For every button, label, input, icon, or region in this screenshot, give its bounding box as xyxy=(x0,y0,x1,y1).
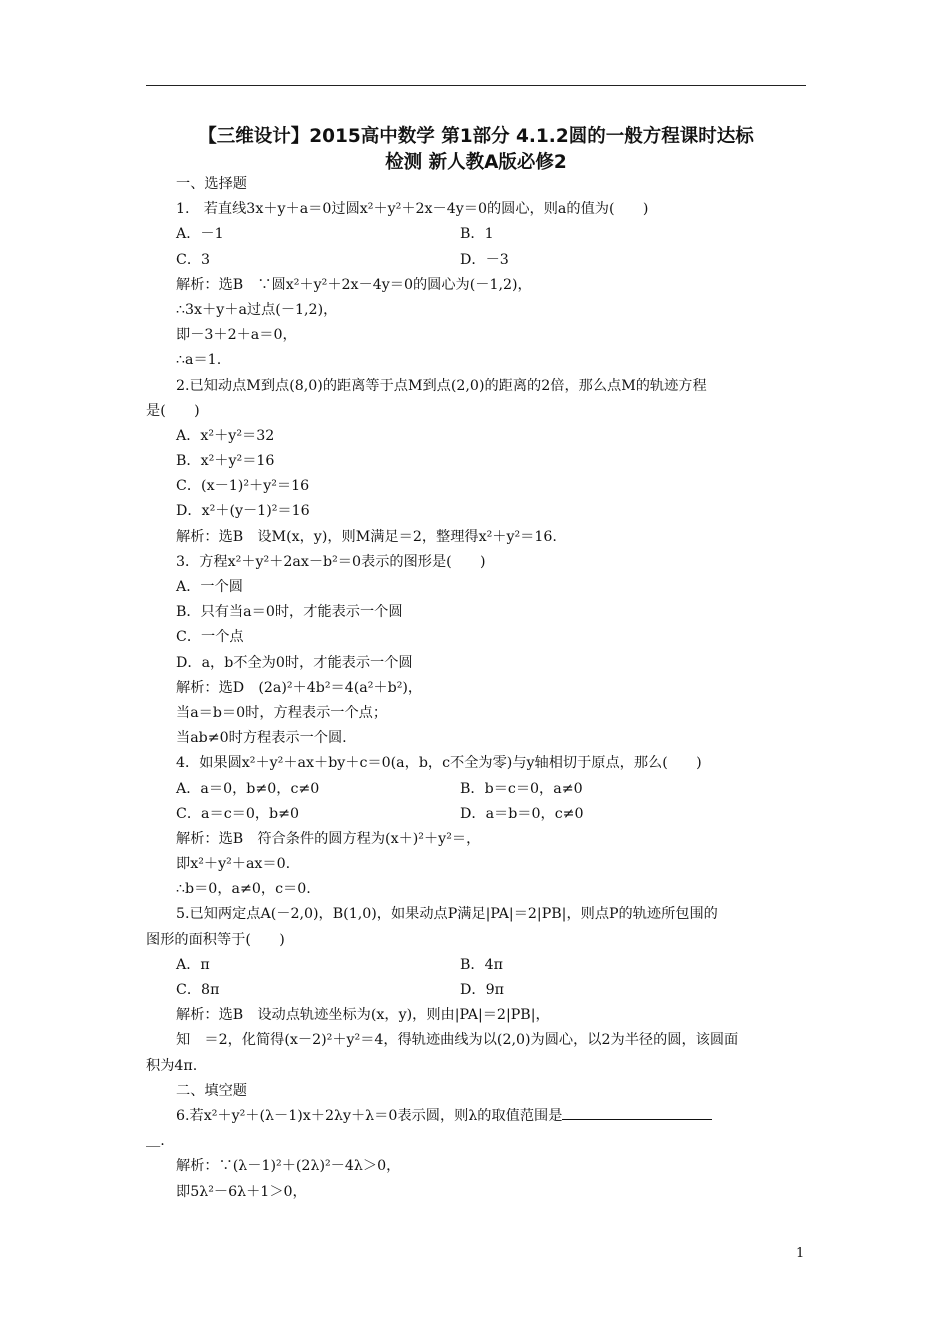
answer-blank xyxy=(562,1105,712,1120)
option-c: C．一个点 xyxy=(176,629,244,646)
question-1-options-row-1 xyxy=(146,222,808,247)
solution-line: 积为4π. xyxy=(146,1057,198,1074)
option-b: B．x²＋y²＝16 xyxy=(176,453,275,470)
solution-line: 即5λ²－6λ＋1＞0， xyxy=(176,1183,307,1200)
solution-line: 解析：选D (2a)²＋4b²＝4(a²＋b²)， xyxy=(176,679,423,696)
option-b: B．b＝c＝0，a≠0 xyxy=(460,780,583,797)
title-line-1: 【三维设计】2015高中数学 第1部分 4.1.2圆的一般方程课时达标 xyxy=(198,126,754,147)
option-d: D．x²＋(y－1)²＝16 xyxy=(176,503,310,520)
solution-line: 即－3＋2＋a＝0， xyxy=(176,327,297,344)
solution-line: 解析：选B 符合条件的圆方程为(x＋)²＋y²＝， xyxy=(176,830,481,847)
option-a: A．x²＋y²＝32 xyxy=(176,427,275,444)
option-d: D．9π xyxy=(460,982,504,998)
question-4-options-row-1 xyxy=(146,777,808,802)
question-1: 1. 若直线3x＋y＋a＝0过圆x²＋y²＋2x－4y＝0的圆心，则a的值为( ) xyxy=(176,201,649,218)
header-rule xyxy=(146,85,806,86)
option-d: D．a，b不全为0时，才能表示一个圆 xyxy=(176,654,413,671)
option-a: A．π xyxy=(176,956,210,973)
option-b: B．1 xyxy=(460,226,494,243)
solution-line: ∴a＝1. xyxy=(176,352,222,369)
option-c: C．(x－1)²＋y²＝16 xyxy=(176,478,310,495)
question-2: 2.已知动点M到点(8,0)的距离等于点M到点(2,0)的距离的2倍，那么点M的轨迹方程 xyxy=(176,377,707,394)
question-1-options-row-2 xyxy=(146,248,808,273)
solution-line: 即x²＋y²＋ax＝0. xyxy=(176,856,291,873)
question-4: 4．如果圆x²＋y²＋ax＋by＋c＝0(a，b，c不全为零)与y轴相切于原点，那么( ) xyxy=(176,755,702,772)
question-6-continued: ＿. xyxy=(146,1133,165,1150)
question-5-continued: 图形的面积等于( ) xyxy=(146,931,285,948)
title-line-2: 检测 新人教A版必修2 xyxy=(385,152,567,173)
option-d: D．－3 xyxy=(460,251,509,268)
option-a: A．－1 xyxy=(176,226,224,243)
page-number: 1 xyxy=(796,1246,805,1261)
solution-line: 解析：选B 设动点轨迹坐标为(x，y)，则由|PA|＝2|PB|， xyxy=(176,1007,550,1024)
solution-line: ∴b＝0，a≠0，c＝0. xyxy=(176,881,311,898)
option-b: B．只有当a＝0时，才能表示一个圆 xyxy=(176,604,403,621)
question-2-continued: 是( ) xyxy=(146,402,200,419)
question-4-options-row-2 xyxy=(146,802,808,827)
solution-line: 解析：选B 设M(x，y)，则M满足＝2，整理得x²＋y²＝16. xyxy=(176,528,557,545)
solution-line: 解析：选B ∵圆x²＋y²＋2x－4y＝0的圆心为(－1,2)， xyxy=(176,276,532,293)
solution-line: 当ab≠0时方程表示一个圆. xyxy=(176,730,347,747)
solution-line: ∴3x＋y＋a过点(－1,2)， xyxy=(176,301,338,318)
option-c: C．3 xyxy=(176,251,211,268)
option-b: B．4π xyxy=(460,956,503,973)
option-a: A．一个圆 xyxy=(176,579,243,595)
question-6-text: 6.若x²＋y²＋(λ－1)x＋2λy＋λ＝0表示圆，则λ的取值范围是 xyxy=(176,1107,563,1124)
question-5-options-row-2 xyxy=(146,978,808,1003)
section-heading: 一、选择题 xyxy=(176,176,247,192)
question-5-options-row-1 xyxy=(146,953,808,978)
option-a: A．a＝0，b≠0，c≠0 xyxy=(176,780,320,797)
document-body xyxy=(146,172,808,1205)
option-c: C．8π xyxy=(176,982,220,998)
solution-line: 知 ＝2，化简得(x－2)²＋y²＝4，得轨迹曲线为以(2,0)为圆心，以2为半径的圆，该圆面 xyxy=(176,1032,739,1049)
solution-line: 当a＝b＝0时，方程表示一个点； xyxy=(176,704,388,721)
solution-line: 解析：∵(λ－1)²＋(2λ)²－4λ＞0， xyxy=(176,1158,401,1175)
option-d: D．a＝b＝0，c≠0 xyxy=(460,805,584,822)
question-3: 3．方程x²＋y²＋2ax－b²＝0表示的图形是( ) xyxy=(176,553,486,570)
option-c: C．a＝c＝0，b≠0 xyxy=(176,805,300,822)
question-5: 5.已知两定点A(－2,0)，B(1,0)，如果动点P满足|PA|＝2|PB|，则点P的轨迹所包围的 xyxy=(176,906,718,923)
document-title xyxy=(146,124,806,176)
question-6 xyxy=(146,1104,808,1129)
section-heading: 二、填空题 xyxy=(176,1082,247,1099)
